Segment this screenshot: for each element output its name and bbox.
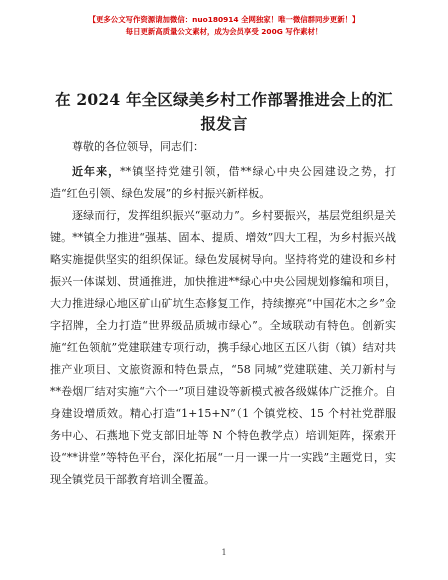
promo-banner-line-2: 每日更新高质量公文素材，成为会员享受 200G 写作素材！ [125,27,323,36]
document-body [50,136,396,491]
document-title: 在 2024 年全区绿美乡村工作部署推进会上的汇报发言 [55,90,393,133]
paragraph-1-lead: 近年来， [72,165,121,178]
paragraph-2 [50,205,396,491]
promo-banner [0,14,448,38]
page-number: 1 [221,548,227,557]
promo-banner-line-1: 【更多公文写作资源请加微信：nuo180914 全网独家！唯一微信群同步更新！】 [88,15,360,24]
greeting: 尊敬的各位领导，同志们： [72,140,204,153]
paragraph-1-text: **镇坚持党建引领，借**绿心中央公园建设之势，打造“红色引领、绿色发展”的乡村振兴新样板。 [50,165,397,200]
paragraph-2-text: 逐绿而行，发挥组织振兴“驱动力”。乡村要振兴，基层党组织是关键。**镇全力推进“强基、固本、提质、增效”四大工程，为乡村振兴战略实施提供坚实的组织保证。绿色发展树导向。坚持将党的建设和乡村振兴一体谋划、贯通推进，加快推进**绿心中央公园规划修编和项目，大力推进绿心地区矿山矿坑生态修复工作，持续擦亮“中国花木之乡”金字招牌，全力打造“世界级品质城市绿心”。全域联动有特色。创新实施“红色领航”党建联建专项行动，携手绿心地区五区八街（镇）结对共推产业项目、文旅资源和特色景点，“58 同城”党建联建、关刀新村与**卷烟厂结对实施“六个一”项目建设等新模式被各级媒体广泛推介。自身建设增质效。精心打造“1+15+N”（1 个镇党校、15 个村社党群服务中心、石燕地下党支部旧址等 N 个特色教学点）培训矩阵，探索开设“**讲堂”等特色平台，深化拓展“一月一课一片一实践”主题党日，实现全镇党员干部教育培训全覆盖。 [50,209,396,486]
paragraph-1 [50,161,396,205]
